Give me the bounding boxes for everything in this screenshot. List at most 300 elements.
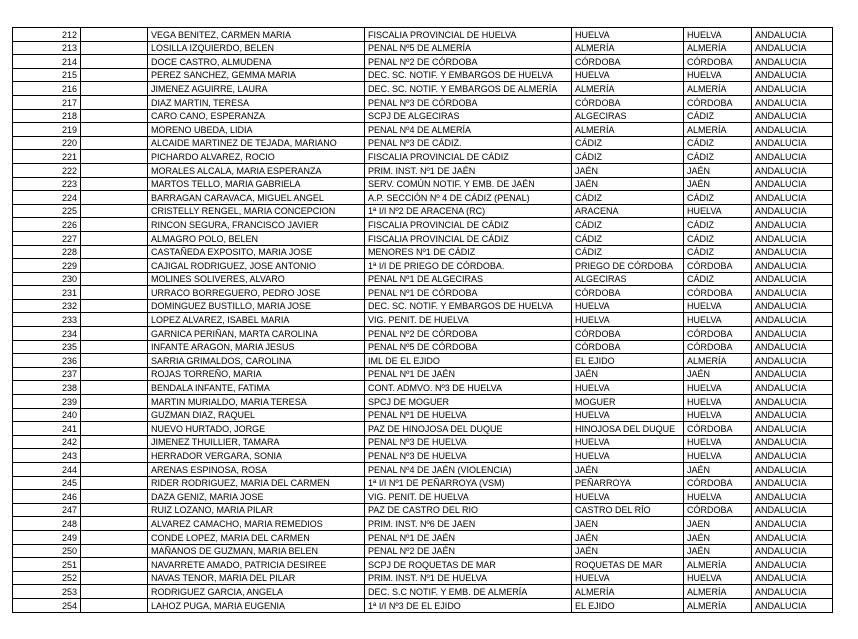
table-row <box>13 354 833 368</box>
person-name: ALCAIDE MARTINEZ DE TEJADA, MARIANO <box>148 136 365 150</box>
table-row <box>13 163 833 177</box>
city: ALGECIRAS <box>572 109 684 123</box>
blank-cell <box>81 150 148 164</box>
city: JAÉN <box>572 544 684 558</box>
office-name: PRIM. INST. Nº1 DE JAÉN <box>365 163 572 177</box>
blank-cell <box>81 476 148 490</box>
city: CÓRDOBA <box>572 340 684 354</box>
table-row <box>13 55 833 69</box>
table-row <box>13 327 833 341</box>
person-name: CARO CANO, ESPERANZA <box>148 109 365 123</box>
province: CÁDIZ <box>684 109 752 123</box>
province: CÓRDOBA <box>684 422 752 436</box>
city: HUELVA <box>572 28 684 42</box>
city: ALMERÍA <box>572 585 684 599</box>
city: CÁDIZ <box>572 136 684 150</box>
person-name: INFANTE ARAGON, MARIA JESUS <box>148 340 365 354</box>
table-row <box>13 68 833 82</box>
blank-cell <box>81 109 148 123</box>
region: ANDALUCIA <box>752 204 833 218</box>
province: CÓRDOBA <box>684 286 752 300</box>
table-row <box>13 463 833 477</box>
office-name: PENAL Nº3 DE CÁDIZ. <box>365 136 572 150</box>
office-name: DEC. S.C NOTIF. Y EMB. DE ALMERÍA <box>365 585 572 599</box>
row-number: 248 <box>13 517 81 531</box>
blank-cell <box>81 435 148 449</box>
table-row <box>13 177 833 191</box>
province: HUELVA <box>684 313 752 327</box>
office-name: VIG. PENIT. DE HUELVA <box>365 313 572 327</box>
table-row <box>13 367 833 381</box>
blank-cell <box>81 286 148 300</box>
row-number: 252 <box>13 571 81 585</box>
blank-cell <box>81 245 148 259</box>
city: CÓRDOBA <box>572 286 684 300</box>
blank-cell <box>81 585 148 599</box>
office-name: DEC. SC. NOTIF. Y EMBARGOS DE ALMERÍA <box>365 82 572 96</box>
city: ARACENA <box>572 204 684 218</box>
region: ANDALUCIA <box>752 177 833 191</box>
city: CÓRDOBA <box>572 55 684 69</box>
city: EL EJIDO <box>572 598 684 612</box>
row-number: 228 <box>13 245 81 259</box>
table-row <box>13 313 833 327</box>
table-row <box>13 28 833 42</box>
region: ANDALUCIA <box>752 286 833 300</box>
province: CÁDIZ <box>684 150 752 164</box>
province: HUELVA <box>684 28 752 42</box>
region: ANDALUCIA <box>752 41 833 55</box>
province: CÁDIZ <box>684 191 752 205</box>
region: ANDALUCIA <box>752 299 833 313</box>
blank-cell <box>81 449 148 463</box>
office-name: PENAL Nº1 DE ALGECIRAS <box>365 272 572 286</box>
city: CÁDIZ <box>572 191 684 205</box>
table-row <box>13 558 833 572</box>
region: ANDALUCIA <box>752 340 833 354</box>
table-row <box>13 259 833 273</box>
city: CÓRDOBA <box>572 327 684 341</box>
city: JAÉN <box>572 163 684 177</box>
blank-cell <box>81 395 148 409</box>
province: HUELVA <box>684 571 752 585</box>
blank-cell <box>81 544 148 558</box>
table-row <box>13 408 833 422</box>
table-row <box>13 449 833 463</box>
row-number: 223 <box>13 177 81 191</box>
office-name: PENAL Nº4 DE ALMERÍA <box>365 123 572 137</box>
region: ANDALUCIA <box>752 272 833 286</box>
blank-cell <box>81 558 148 572</box>
blank-cell <box>81 163 148 177</box>
province: CÓRDOBA <box>684 476 752 490</box>
row-number: 218 <box>13 109 81 123</box>
blank-cell <box>81 327 148 341</box>
table-row <box>13 109 833 123</box>
region: ANDALUCIA <box>752 218 833 232</box>
province: CÓRDOBA <box>684 327 752 341</box>
office-name: PENAL Nº2 DE CÓRDOBA <box>365 327 572 341</box>
blank-cell <box>81 530 148 544</box>
table-row <box>13 150 833 164</box>
region: ANDALUCIA <box>752 136 833 150</box>
city: HUELVA <box>572 299 684 313</box>
row-number: 214 <box>13 55 81 69</box>
row-number: 221 <box>13 150 81 164</box>
city: PEÑARROYA <box>572 476 684 490</box>
row-number: 232 <box>13 299 81 313</box>
person-name: MORALES ALCALA, MARIA ESPERANZA <box>148 163 365 177</box>
office-name: PENAL Nº5 DE ALMERÍA <box>365 41 572 55</box>
province: HUELVA <box>684 408 752 422</box>
blank-cell <box>81 136 148 150</box>
row-number: 249 <box>13 530 81 544</box>
city: JAÉN <box>572 177 684 191</box>
province: HUELVA <box>684 449 752 463</box>
person-name: BARRAGAN CARAVACA, MIGUEL ANGEL <box>148 191 365 205</box>
region: ANDALUCIA <box>752 259 833 273</box>
person-name: NAVAS TENOR, MARIA DEL PILAR <box>148 571 365 585</box>
province: CÓRDOBA <box>684 55 752 69</box>
city: JAÉN <box>572 463 684 477</box>
person-name: GARNICA PERIÑAN, MARTA CAROLINA <box>148 327 365 341</box>
office-name: SCPJ DE ALGECIRAS <box>365 109 572 123</box>
table-row <box>13 245 833 259</box>
region: ANDALUCIA <box>752 395 833 409</box>
blank-cell <box>81 408 148 422</box>
blank-cell <box>81 123 148 137</box>
province: JAÉN <box>684 530 752 544</box>
blank-cell <box>81 299 148 313</box>
person-name: HERRADOR VERGARA, SONIA <box>148 449 365 463</box>
person-name: DOCE CASTRO, ALMUDENA <box>148 55 365 69</box>
blank-cell <box>81 231 148 245</box>
office-name: CONT. ADMVO. Nº3 DE HUELVA <box>365 381 572 395</box>
row-number: 219 <box>13 123 81 137</box>
person-name: MAÑANOS DE GUZMAN, MARIA BELEN <box>148 544 365 558</box>
blank-cell <box>81 82 148 96</box>
table-row <box>13 82 833 96</box>
table-body <box>13 28 833 613</box>
city: HUELVA <box>572 408 684 422</box>
office-name: A.P. SECCIÓN Nº 4 DE CÁDIZ (PENAL) <box>365 191 572 205</box>
city: CÓRDOBA <box>572 95 684 109</box>
region: ANDALUCIA <box>752 408 833 422</box>
blank-cell <box>81 259 148 273</box>
province: ALMERÍA <box>684 598 752 612</box>
city: HUELVA <box>572 381 684 395</box>
province: CÓRDOBA <box>684 259 752 273</box>
table-row <box>13 517 833 531</box>
blank-cell <box>81 463 148 477</box>
person-name: BENDALA INFANTE, FATIMA <box>148 381 365 395</box>
row-number: 213 <box>13 41 81 55</box>
person-name: NAVARRETE AMADO, PATRICIA DESIREE <box>148 558 365 572</box>
office-name: PENAL Nº3 DE HUELVA <box>365 449 572 463</box>
region: ANDALUCIA <box>752 544 833 558</box>
row-number: 236 <box>13 354 81 368</box>
province: HUELVA <box>684 490 752 504</box>
province: JAÉN <box>684 544 752 558</box>
office-name: PENAL Nº5 DE CÓRDOBA <box>365 340 572 354</box>
city: JAEN <box>572 517 684 531</box>
city: HUELVA <box>572 449 684 463</box>
office-name: 1ª I/I Nº2 DE ARACENA (RC) <box>365 204 572 218</box>
blank-cell <box>81 503 148 517</box>
office-name: PAZ DE HINOJOSA DEL DUQUE <box>365 422 572 436</box>
person-name: MARTOS TELLO, MARIA GABRIELA <box>148 177 365 191</box>
row-number: 231 <box>13 286 81 300</box>
person-name: URRACO BORREGUERO, PEDRO JOSE <box>148 286 365 300</box>
table-row <box>13 530 833 544</box>
row-number: 247 <box>13 503 81 517</box>
office-name: DEC. SC. NOTIF. Y EMBARGOS DE HUELVA <box>365 68 572 82</box>
office-name: FISCALIA PROVINCIAL DE CÁDIZ <box>365 150 572 164</box>
table-row <box>13 191 833 205</box>
office-name: 1ª I/I Nº3 DE EL EJIDO <box>365 598 572 612</box>
region: ANDALUCIA <box>752 313 833 327</box>
region: ANDALUCIA <box>752 327 833 341</box>
province: ALMERÍA <box>684 82 752 96</box>
province: HUELVA <box>684 204 752 218</box>
city: ALMERÍA <box>572 123 684 137</box>
office-name: FISCALIA PROVINCIAL DE HUELVA <box>365 28 572 42</box>
city: ROQUETAS DE MAR <box>572 558 684 572</box>
region: ANDALUCIA <box>752 55 833 69</box>
row-number: 212 <box>13 28 81 42</box>
region: ANDALUCIA <box>752 381 833 395</box>
row-number: 254 <box>13 598 81 612</box>
assignment-table <box>12 27 833 613</box>
table-row <box>13 585 833 599</box>
person-name: DAZA GENIZ, MARIA JOSE <box>148 490 365 504</box>
blank-cell <box>81 340 148 354</box>
city: CÁDIZ <box>572 218 684 232</box>
row-number: 235 <box>13 340 81 354</box>
office-name: PENAL Nº1 DE JAÉN <box>365 367 572 381</box>
table-row <box>13 41 833 55</box>
city: ALGECIRAS <box>572 272 684 286</box>
row-number: 216 <box>13 82 81 96</box>
row-number: 241 <box>13 422 81 436</box>
person-name: ROJAS TORREÑO, MARIA <box>148 367 365 381</box>
blank-cell <box>81 68 148 82</box>
city: ALMERÍA <box>572 41 684 55</box>
office-name: PENAL Nº1 DE JAÉN <box>365 530 572 544</box>
row-number: 253 <box>13 585 81 599</box>
office-name: VIG. PENIT. DE HUELVA <box>365 490 572 504</box>
office-name: IML DE EL EJIDO <box>365 354 572 368</box>
city: EL EJIDO <box>572 354 684 368</box>
table-row <box>13 231 833 245</box>
row-number: 245 <box>13 476 81 490</box>
table-row <box>13 490 833 504</box>
region: ANDALUCIA <box>752 245 833 259</box>
row-number: 222 <box>13 163 81 177</box>
row-number: 238 <box>13 381 81 395</box>
person-name: MORENO UBEDA, LIDIA <box>148 123 365 137</box>
row-number: 227 <box>13 231 81 245</box>
person-name: MARTIN MURIALDO, MARIA TERESA <box>148 395 365 409</box>
person-name: PEREZ SANCHEZ, GEMMA MARIA <box>148 68 365 82</box>
province: CÁDIZ <box>684 245 752 259</box>
row-number: 230 <box>13 272 81 286</box>
city: JAÉN <box>572 530 684 544</box>
office-name: FISCALIA PROVINCIAL DE CÁDIZ <box>365 218 572 232</box>
region: ANDALUCIA <box>752 476 833 490</box>
province: HUELVA <box>684 395 752 409</box>
province: ALMERÍA <box>684 41 752 55</box>
province: JAÉN <box>684 177 752 191</box>
office-name: PENAL Nº3 DE HUELVA <box>365 435 572 449</box>
person-name: CRISTELLY RENGEL, MARIA CONCEPCION <box>148 204 365 218</box>
city: HINOJOSA DEL DUQUE <box>572 422 684 436</box>
region: ANDALUCIA <box>752 490 833 504</box>
table-row <box>13 204 833 218</box>
region: ANDALUCIA <box>752 435 833 449</box>
blank-cell <box>81 367 148 381</box>
city: CÁDIZ <box>572 245 684 259</box>
row-number: 240 <box>13 408 81 422</box>
region: ANDALUCIA <box>752 422 833 436</box>
person-name: LAHOZ PUGA, MARIA EUGENIA <box>148 598 365 612</box>
person-name: RINCON SEGURA, FRANCISCO JAVIER <box>148 218 365 232</box>
region: ANDALUCIA <box>752 449 833 463</box>
province: CÓRDOBA <box>684 95 752 109</box>
table-row <box>13 435 833 449</box>
region: ANDALUCIA <box>752 163 833 177</box>
province: HUELVA <box>684 299 752 313</box>
blank-cell <box>81 272 148 286</box>
table-row <box>13 395 833 409</box>
blank-cell <box>81 55 148 69</box>
row-number: 217 <box>13 95 81 109</box>
city: HUELVA <box>572 68 684 82</box>
table-row <box>13 340 833 354</box>
region: ANDALUCIA <box>752 530 833 544</box>
province: CÁDIZ <box>684 231 752 245</box>
province: CÁDIZ <box>684 218 752 232</box>
office-name: PENAL Nº4 DE JAÉN (VIOLENCIA) <box>365 463 572 477</box>
table-row <box>13 422 833 436</box>
office-name: PRIM. INST. Nº6 DE JAEN <box>365 517 572 531</box>
region: ANDALUCIA <box>752 558 833 572</box>
office-name: 1ª I/I Nº1 DE PEÑARROYA (VSM) <box>365 476 572 490</box>
office-name: PAZ DE CASTRO DEL RIO <box>365 503 572 517</box>
province: HUELVA <box>684 381 752 395</box>
person-name: ALVAREZ CAMACHO, MARIA REMEDIOS <box>148 517 365 531</box>
province: JAÉN <box>684 367 752 381</box>
office-name: PENAL Nº1 DE HUELVA <box>365 408 572 422</box>
province: CÓRDOBA <box>684 340 752 354</box>
city: JAÉN <box>572 367 684 381</box>
table-row <box>13 272 833 286</box>
office-name: DEC. SC. NOTIF. Y EMBARGOS DE HUELVA <box>365 299 572 313</box>
table-row <box>13 503 833 517</box>
province: HUELVA <box>684 435 752 449</box>
city: CASTRO DEL RÍO <box>572 503 684 517</box>
person-name: GUZMAN DIAZ, RAQUEL <box>148 408 365 422</box>
row-number: 237 <box>13 367 81 381</box>
blank-cell <box>81 354 148 368</box>
blank-cell <box>81 41 148 55</box>
person-name: VEGA BENITEZ, CARMEN MARIA <box>148 28 365 42</box>
office-name: PRIM. INST. Nº1 DE HUELVA <box>365 571 572 585</box>
table-row <box>13 381 833 395</box>
blank-cell <box>81 191 148 205</box>
office-name: MENORES Nº1 DE CÁDIZ <box>365 245 572 259</box>
person-name: PICHARDO ALVAREZ, ROCIO <box>148 150 365 164</box>
table-row <box>13 571 833 585</box>
row-number: 225 <box>13 204 81 218</box>
province: ALMERÍA <box>684 585 752 599</box>
row-number: 215 <box>13 68 81 82</box>
row-number: 220 <box>13 136 81 150</box>
region: ANDALUCIA <box>752 598 833 612</box>
city: ALMERÍA <box>572 82 684 96</box>
row-number: 233 <box>13 313 81 327</box>
province: JAÉN <box>684 463 752 477</box>
region: ANDALUCIA <box>752 95 833 109</box>
blank-cell <box>81 95 148 109</box>
blank-cell <box>81 177 148 191</box>
office-name: PENAL Nº3 DE CÓRDOBA <box>365 95 572 109</box>
person-name: MOLINES SOLIVERES, ALVARO <box>148 272 365 286</box>
person-name: RUIZ LOZANO, MARIA PILAR <box>148 503 365 517</box>
blank-cell <box>81 490 148 504</box>
city: CÁDIZ <box>572 231 684 245</box>
person-name: CASTAÑEDA EXPOSITO, MARIA JOSE <box>148 245 365 259</box>
city: HUELVA <box>572 571 684 585</box>
region: ANDALUCIA <box>752 571 833 585</box>
region: ANDALUCIA <box>752 367 833 381</box>
row-number: 234 <box>13 327 81 341</box>
person-name: DIAZ MARTIN, TERESA <box>148 95 365 109</box>
city: HUELVA <box>572 435 684 449</box>
region: ANDALUCIA <box>752 150 833 164</box>
blank-cell <box>81 598 148 612</box>
person-name: ALMAGRO POLO, BELEN <box>148 231 365 245</box>
table-row <box>13 299 833 313</box>
row-number: 226 <box>13 218 81 232</box>
office-name: PENAL Nº2 DE JAÉN <box>365 544 572 558</box>
person-name: SARRIA GRIMALDOS, CAROLINA <box>148 354 365 368</box>
person-name: CAJIGAL RODRIGUEZ, JOSE ANTONIO <box>148 259 365 273</box>
person-name: JIMENEZ THUILLIER, TAMARA <box>148 435 365 449</box>
row-number: 251 <box>13 558 81 572</box>
row-number: 244 <box>13 463 81 477</box>
province: ALMERÍA <box>684 558 752 572</box>
city: MOGUER <box>572 395 684 409</box>
row-number: 224 <box>13 191 81 205</box>
blank-cell <box>81 517 148 531</box>
table-row <box>13 95 833 109</box>
region: ANDALUCIA <box>752 191 833 205</box>
region: ANDALUCIA <box>752 123 833 137</box>
region: ANDALUCIA <box>752 231 833 245</box>
table-row <box>13 476 833 490</box>
person-name: NUEVO HURTADO, JORGE <box>148 422 365 436</box>
province: CÁDIZ <box>684 272 752 286</box>
blank-cell <box>81 422 148 436</box>
person-name: CONDE LOPEZ, MARIA DEL CARMEN <box>148 530 365 544</box>
person-name: ARENAS ESPINOSA, ROSA <box>148 463 365 477</box>
province: JAEN <box>684 517 752 531</box>
person-name: JIMENEZ AGUIRRE, LAURA <box>148 82 365 96</box>
province: CÁDIZ <box>684 136 752 150</box>
city: PRIEGO DE CÓRDOBA <box>572 259 684 273</box>
person-name: LOSILLA IZQUIERDO, BELEN <box>148 41 365 55</box>
